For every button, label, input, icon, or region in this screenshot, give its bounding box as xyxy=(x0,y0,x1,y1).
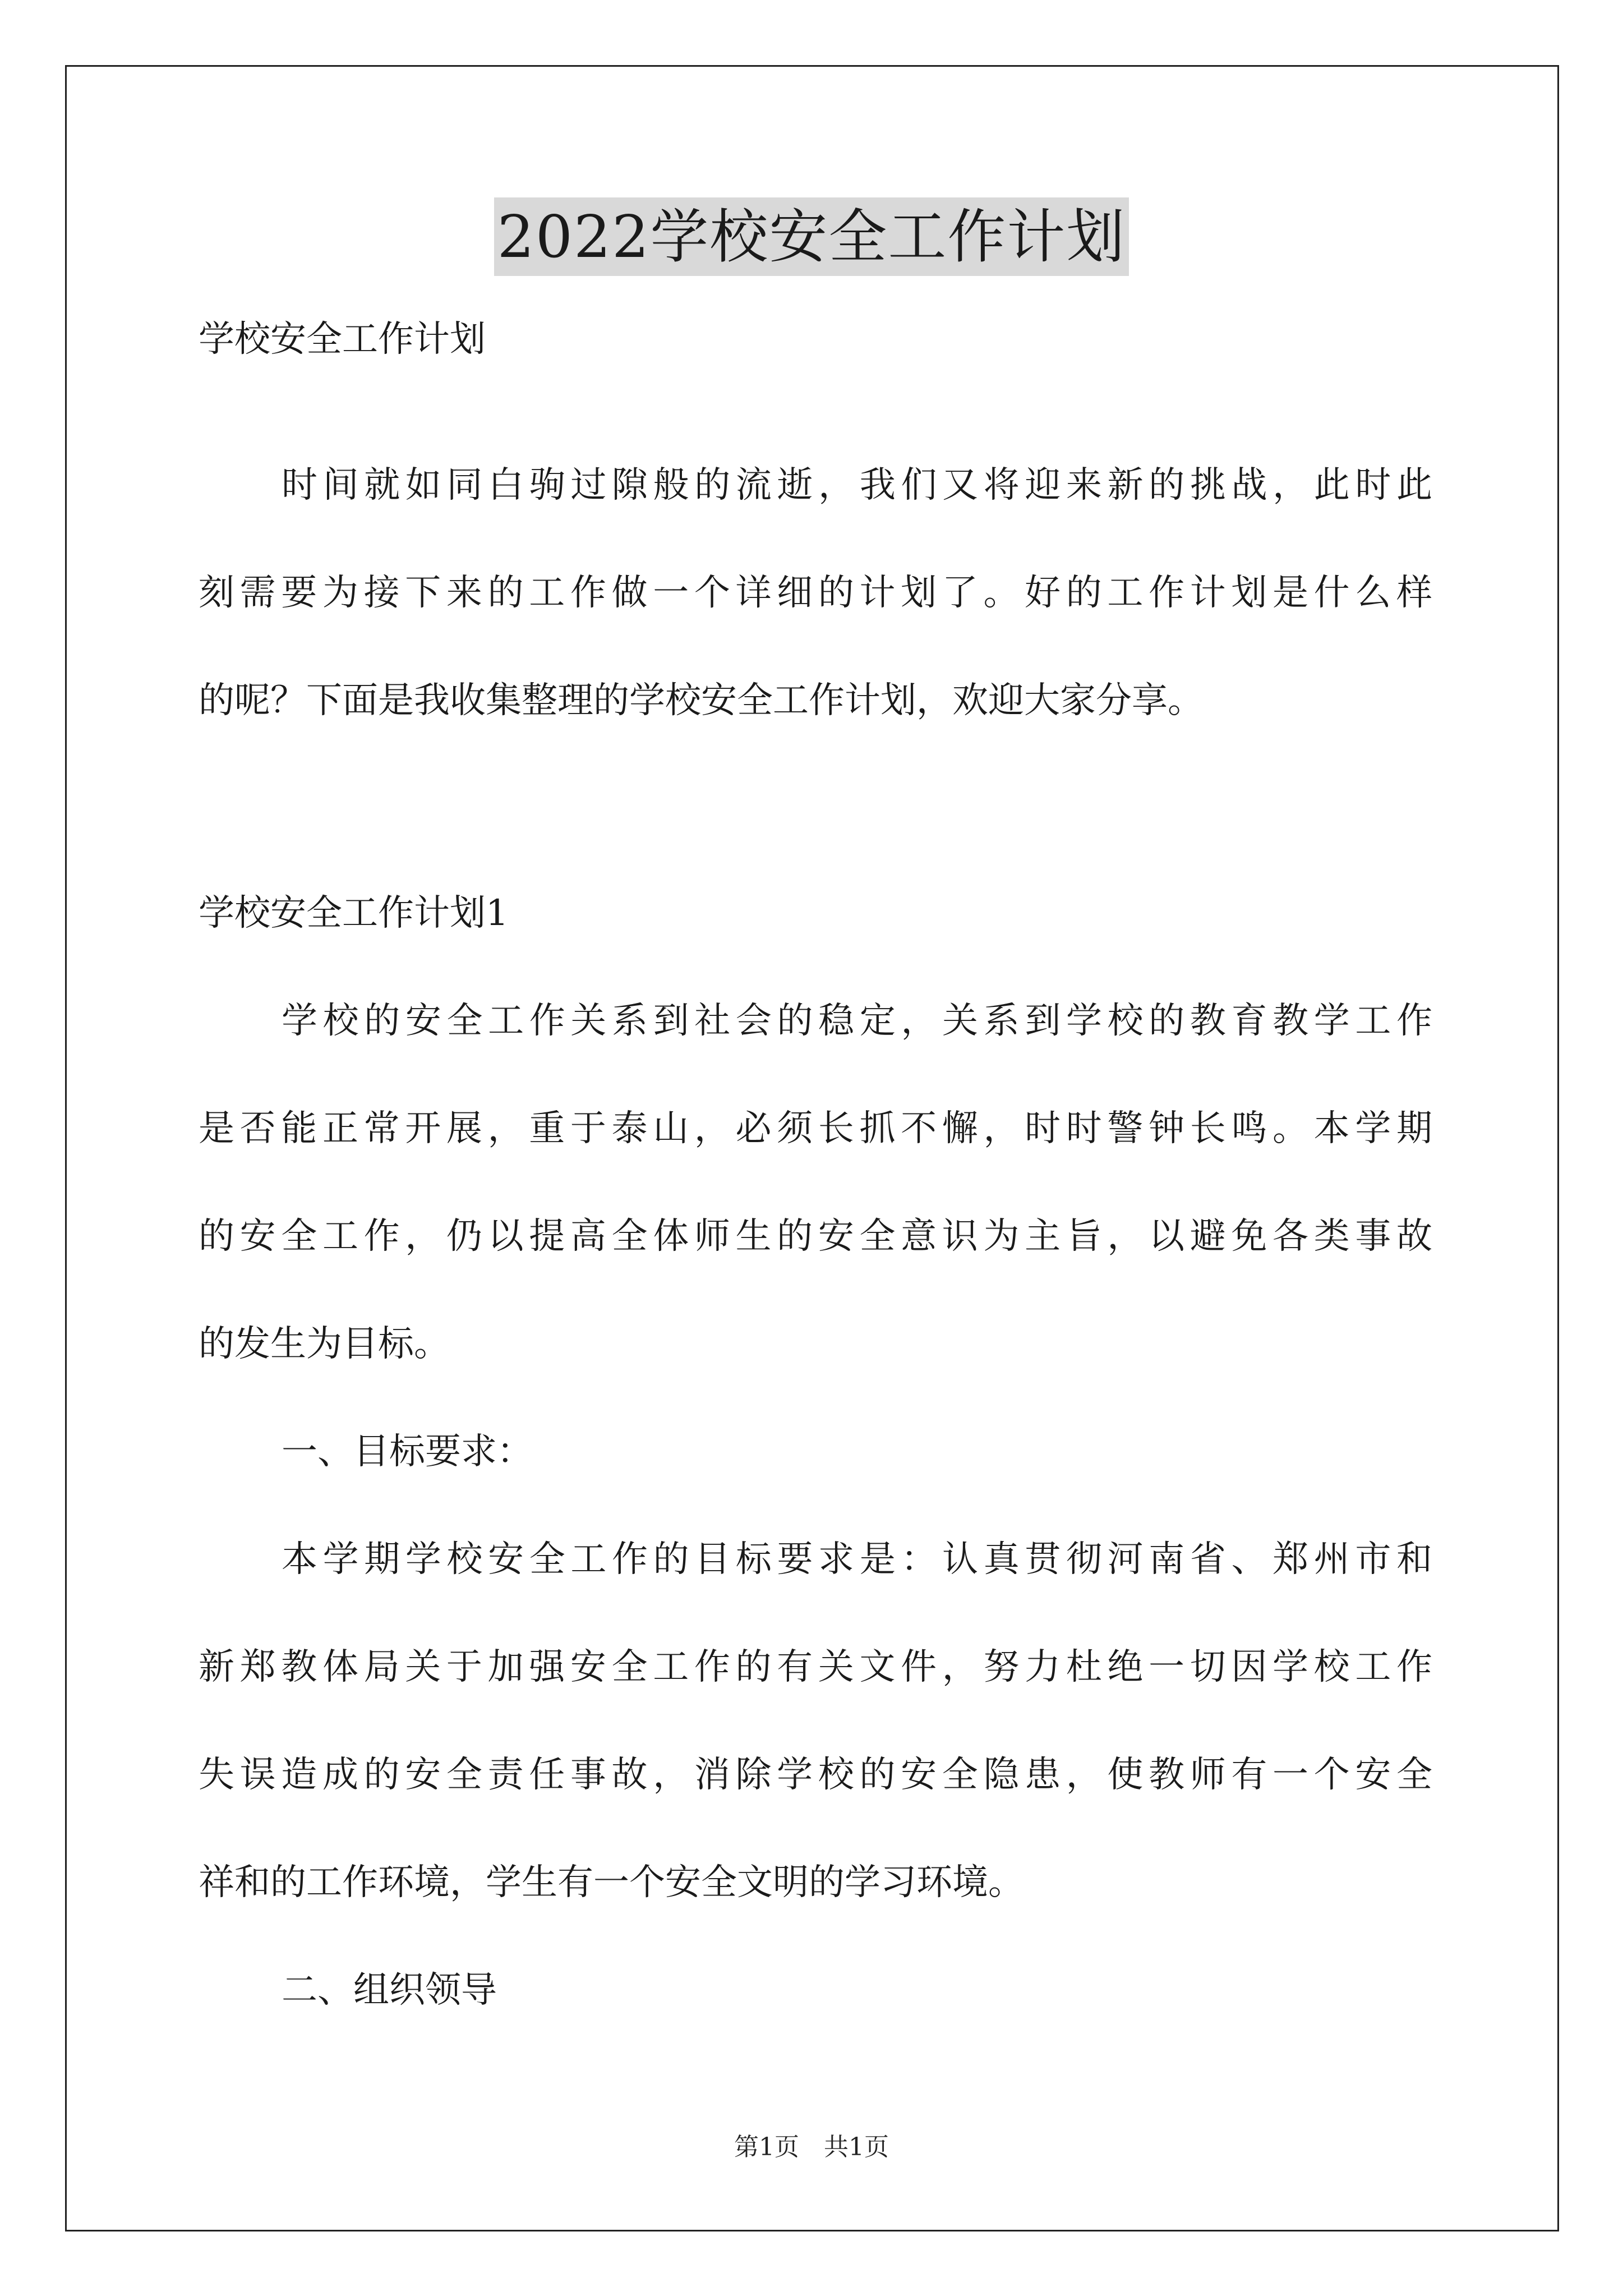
paragraph-line: 的呢？下面是我收集整理的学校安全工作计划，欢迎大家分享。 xyxy=(199,680,1204,721)
paragraph-line: 祥和的工作环境，学生有一个安全文明的学习环境。 xyxy=(199,1862,1024,1903)
paragraph-line: 学校的安全工作关系到社会的稳定，关系到学校的教育教学工作 xyxy=(282,1000,1432,1042)
page-total: 共1页 xyxy=(824,2133,889,2161)
section-heading: 学校安全工作计划1 xyxy=(199,892,509,934)
paragraph-line: 刻需要为接下来的工作做一个详细的计划了。好的工作计划是什么样 xyxy=(199,572,1432,614)
paragraph-line: 新郑教体局关于加强安全工作的有关文件，努力杜绝一切因学校工作 xyxy=(199,1646,1432,1688)
page-footer xyxy=(0,2132,1623,2163)
document-title: 2022学校安全工作计划 xyxy=(494,197,1129,276)
paragraph-line: 是否能正常开展，重于泰山，必须长抓不懈，时时警钟长鸣。本学期 xyxy=(199,1108,1432,1149)
subsection-heading: 二、组织领导 xyxy=(282,1970,497,2011)
section-heading: 学校安全工作计划 xyxy=(199,319,486,360)
title-container xyxy=(0,197,1623,276)
paragraph-line: 的安全工作，仍以提高全体师生的安全意识为主旨，以避免各类事故 xyxy=(199,1216,1432,1257)
page-number: 第1页 xyxy=(734,2133,799,2161)
paragraph-line: 本学期学校安全工作的目标要求是：认真贯彻河南省、郑州市和 xyxy=(282,1539,1432,1580)
paragraph-line: 的发生为目标。 xyxy=(199,1323,450,1365)
subsection-heading: 一、目标要求： xyxy=(282,1431,533,1473)
paragraph-line: 时间就如同白驹过隙般的流逝，我们又将迎来新的挑战，此时此 xyxy=(282,464,1432,506)
paragraph-line: 失误造成的安全责任事故，消除学校的安全隐患，使教师有一个安全 xyxy=(199,1754,1432,1796)
